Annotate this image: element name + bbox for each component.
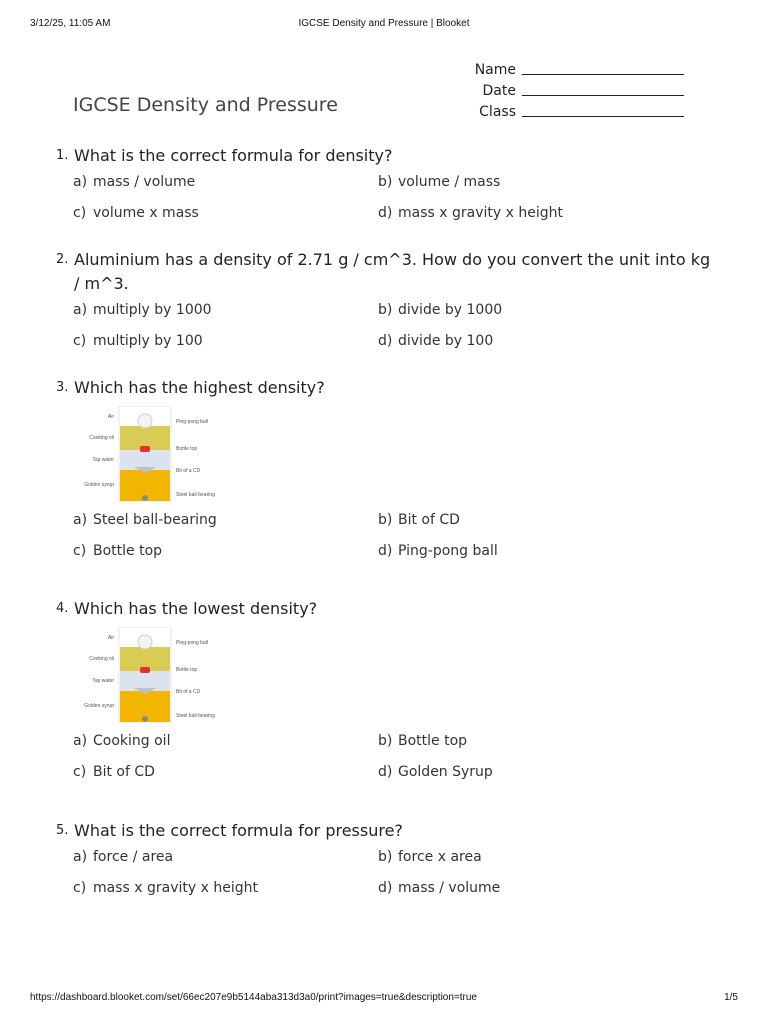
name-label: Name [474,62,516,78]
question-number: 2. [56,252,69,267]
question-number: 1. [56,148,69,163]
label-ping-pong-ball: Ping-pong ball [176,419,208,425]
density-column-diagram [72,406,222,502]
option-c: c) mass x gravity x height [73,880,258,896]
question-text: What is the correct formula for density? [74,146,393,165]
label-air: Air [107,414,114,420]
option-c: c) volume x mass [73,205,199,221]
question-text: Which has the lowest density? [74,599,318,618]
name-field [470,57,690,78]
date-blank-line [522,81,684,96]
density-column-figure [72,627,222,723]
option-d: d) mass x gravity x height [378,205,563,221]
question-text: What is the correct formula for pressure? [74,821,403,840]
question-4 [56,597,716,780]
option-a: a) multiply by 1000 [73,302,212,318]
label-golden-syrup: Golden syrup [84,703,114,709]
option-a: a) mass / volume [73,174,196,190]
class-field [470,99,690,120]
question-1 [56,144,716,221]
density-column-diagram [72,627,222,723]
label-bottle-top: Bottle top [176,446,198,452]
label-air: Air [107,635,114,641]
option-b: b) Bit of CD [378,512,460,528]
label-bottle-top: Bottle top [176,667,198,673]
label-golden-syrup: Golden syrup [84,482,114,488]
question-2 [56,248,716,349]
option-d: d) Ping-pong ball [378,543,498,559]
print-page-title: IGCSE Density and Pressure | Blooket [298,18,470,29]
class-label: Class [479,104,516,120]
print-url: https://dashboard.blooket.com/set/66ec207e9b5144aba313d3a0/print?images=true&description=true [30,992,477,1003]
date-field [470,78,690,99]
option-c: c) Bottle top [73,543,163,559]
print-timestamp: 3/12/25, 11:05 AM [30,18,111,29]
document-title: IGCSE Density and Pressure [73,94,338,116]
option-c: c) Bit of CD [73,764,155,780]
question-text: Aluminium has a density of 2.71 g / cm^3. How do you convert the unit into kg / m^3. [74,250,711,293]
option-c: c) multiply by 100 [73,333,203,349]
option-b: b) volume / mass [378,174,501,190]
option-a: a) Cooking oil [73,733,171,749]
option-b: b) force x area [378,849,482,865]
density-column-figure [72,406,222,502]
page-number: 1/5 [724,992,738,1003]
label-cooking-oil: Cooking oil [89,656,114,662]
option-d: d) Golden Syrup [378,764,493,780]
question-text: Which has the highest density? [74,378,325,397]
question-3 [56,376,716,559]
option-b: b) Bottle top [378,733,468,749]
student-info-fields [470,57,690,120]
label-tap-water: Tap water [92,678,114,684]
label-cooking-oil: Cooking oil [89,435,114,441]
label-ping-pong-ball: Ping-pong ball [176,640,208,646]
option-d: d) mass / volume [378,880,501,896]
question-number: 4. [56,601,69,616]
label-bit-of-cd: Bit of a CD [176,468,201,474]
label-bit-of-cd: Bit of a CD [176,689,201,695]
option-a: a) force / area [73,849,174,865]
label-steel-ball-bearing: Steel ball-bearing [176,713,215,719]
date-label: Date [482,83,516,99]
question-number: 3. [56,380,69,395]
question-5 [56,819,716,896]
question-number: 5. [56,823,69,838]
label-steel-ball-bearing: Steel ball-bearing [176,492,215,498]
class-blank-line [522,102,684,117]
option-a: a) Steel ball-bearing [73,512,217,528]
name-blank-line [522,60,684,75]
option-d: d) divide by 100 [378,333,494,349]
option-b: b) divide by 1000 [378,302,503,318]
label-tap-water: Tap water [92,457,114,463]
